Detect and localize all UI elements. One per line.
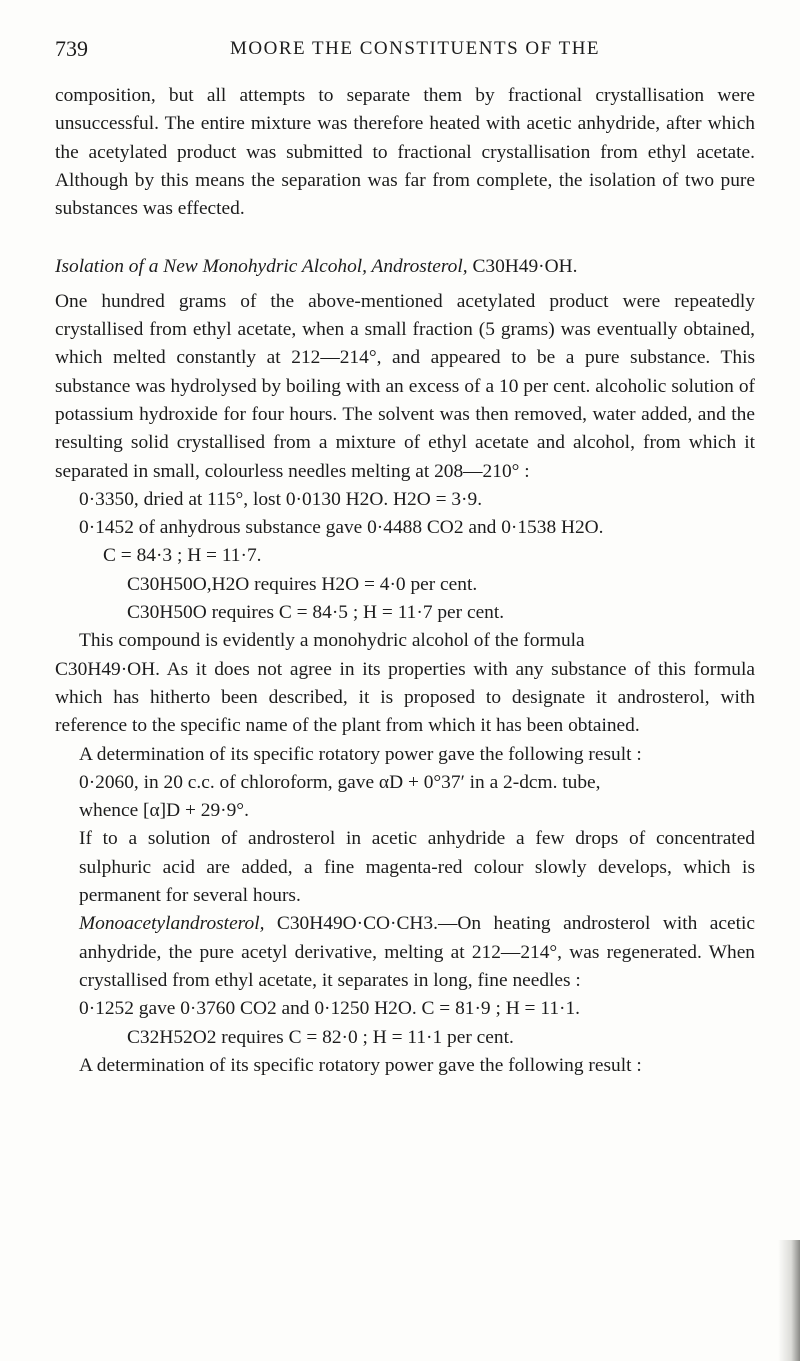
paragraph-preparation: One hundred grams of the above-mentioned acetylated product were repeatedly crystallised from ethyl acetate, when a small fraction (5 grams) was eventually obtained, which melted constantly at 212—214°, and appeared to be a pure substance. This substance was hydrolysed by boiling with an excess of a 10 per cent. alcoholic solution of potassium hydroxide for four hours. The solvent was then removed, water added, and the resulting solid crystallised from a mixture of ethyl acetate and alcohol, from which it separated in small, colourless needles melting at 208—210° : bbox=[55, 290, 755, 482]
acetyl-title: Monoacetylandrosterol, bbox=[79, 913, 265, 935]
page-number: 739 bbox=[55, 36, 88, 61]
rotation-line: 0·2060, in 20 c.c. of chloroform, gave αD + 0°37′ in a 2-dcm. tube, bbox=[79, 771, 601, 793]
paragraph-rotation: A determination of its specific rotatory power gave the following result : bbox=[79, 743, 642, 765]
analysis-line: C = 84·3 ; H = 11·7. bbox=[103, 545, 262, 567]
section-heading-formula: C30H49·OH. bbox=[472, 256, 578, 278]
paragraph-colour-test: If to a solution of androsterol in acetic anhydride a few drops of concentrated sulphuric acid are added, a fine magenta-red colour slowly develops, which is permanent for several hours. bbox=[79, 828, 755, 907]
acetyl-text: —On heating androsterol with acetic anhydride, the pure acetyl derivative, melting at 212—214°, was regenerated. When crystallised from ethyl acetate, it separates in long, fine needles : bbox=[79, 913, 755, 991]
paragraph-conclusion: C30H49·OH. As it does not agree in its properties with any substance of this formula which has hitherto been described, it is proposed to designate it androsterol, with reference to the specific name of the plant from which it has been obtained. bbox=[55, 658, 755, 737]
rotation-line: whence [α]D + 29·9°. bbox=[79, 800, 249, 822]
section-heading-title: Isolation of a New Monohydric Alcohol, Androsterol, bbox=[55, 256, 468, 278]
analysis-line: 0·1452 of anhydrous substance gave 0·4488 CO2 and 0·1538 H2O. bbox=[79, 517, 604, 539]
paragraph-conclusion-lead: This compound is evidently a monohydric alcohol of the formula bbox=[79, 630, 585, 652]
analysis-line: C30H50O requires C = 84·5 ; H = 11·7 per cent. bbox=[127, 602, 505, 624]
paragraph-rotation-2: A determination of its specific rotatory power gave the following result : bbox=[79, 1054, 642, 1076]
analysis-line: 0·3350, dried at 115°, lost 0·0130 H2O. H2O = 3·9. bbox=[79, 488, 483, 510]
scan-edge-shadow bbox=[778, 1240, 800, 1361]
acetyl-formula: C30H49O·CO·CH3. bbox=[276, 913, 438, 935]
section-heading bbox=[55, 253, 755, 281]
analysis-line: 0·1252 gave 0·3760 CO2 and 0·1250 H2O. C = 81·9 ; H = 11·1. bbox=[79, 998, 581, 1020]
analysis-line: C32H52O2 requires C = 82·0 ; H = 11·1 per cent. bbox=[127, 1026, 514, 1048]
paragraph-intro: composition, but all attempts to separate them by fractional crystallisation were unsuccessful. The entire mixture was therefore heated with acetic anhydride, after which the acetylated product was submitted to fractional crystallisation from ethyl acetate. Although by this means the separation was far from complete, the isolation of two pure substances was effected. bbox=[55, 85, 755, 220]
running-title: MOORE THE CONSTITUENTS OF THE bbox=[230, 38, 601, 59]
paragraph-acetyl bbox=[55, 910, 755, 995]
running-header bbox=[55, 36, 755, 60]
body-text bbox=[55, 82, 755, 1080]
analysis-line: C30H50O,H2O requires H2O = 4·0 per cent. bbox=[127, 573, 478, 595]
